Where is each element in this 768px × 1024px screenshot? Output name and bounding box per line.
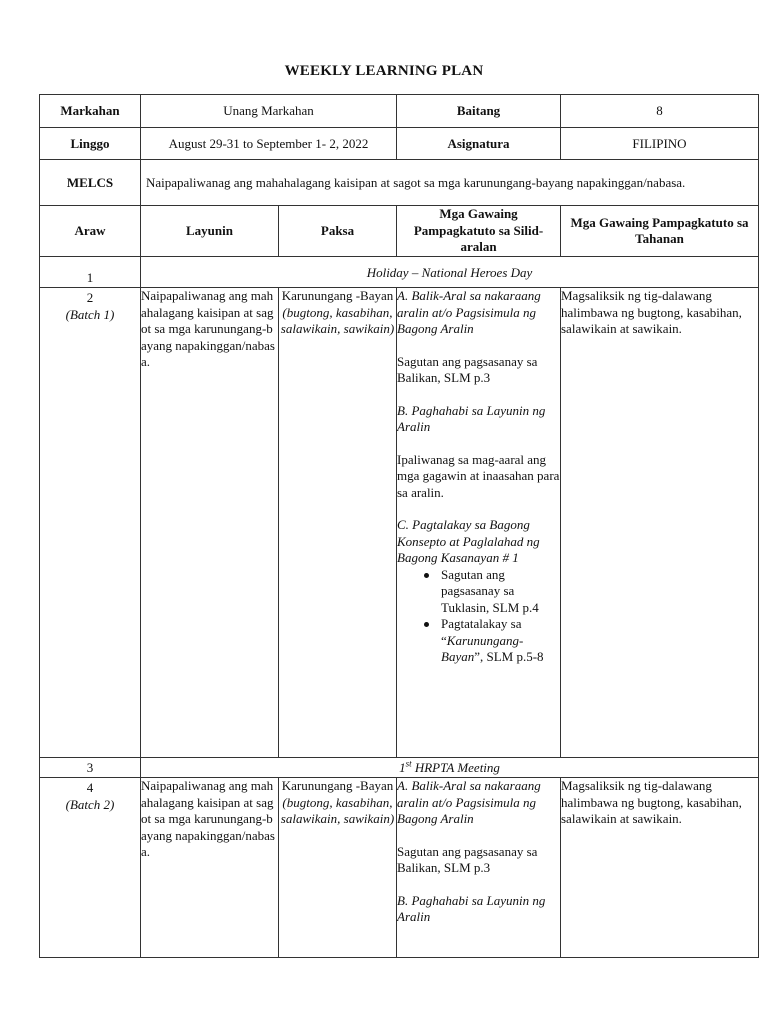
col-araw: Araw: [40, 206, 141, 257]
day2-c-list: [397, 567, 560, 666]
day4-a-heading: A. Balik-Aral sa nakaraang aralin at/o Pagsisimula ng Bagong Aralin: [397, 778, 541, 826]
column-header-row: [40, 206, 759, 257]
day3-row: [40, 758, 759, 778]
col-silid: Mga Gawaing Pampagkatuto sa Silid-aralan: [397, 206, 561, 257]
day1-note: Holiday – National Heroes Day: [141, 257, 759, 288]
day2-c-bullet-1: Sagutan ang pagsasanay sa Tuklasin, SLM p.4: [441, 567, 560, 617]
markahan-value: Unang Markahan: [141, 95, 397, 128]
day2-a-heading: A. Balik-Aral sa nakaraang aralin at/o Pagsisimula ng Bagong Aralin: [397, 288, 541, 336]
day2-b-body: Ipaliwanag sa mag-aaral ang mga gagawin at inaasahan para sa aralin.: [397, 451, 560, 500]
day4-layunin: Naipapaliwanag ang mahahalagang kaisipan at sagot sa mga karunungang-bayang napakinggan/nabasa.: [141, 778, 279, 958]
day2-paksa-main: Karunungang -Bayan: [281, 288, 394, 303]
day4-silid-cell: [397, 778, 561, 958]
document-title: WEEKLY LEARNING PLAN: [284, 63, 484, 79]
day4-batch: (Batch 2): [65, 796, 115, 812]
day3-number: 3: [40, 758, 141, 778]
day4-number: 4: [86, 780, 94, 795]
baitang-label: Baitang: [397, 95, 561, 128]
day2-paksa-sub: (bugtong, kasabihan, salawikain, sawikain): [280, 304, 395, 336]
asignatura-label: Asignatura: [397, 128, 561, 160]
col-layunin: Layunin: [141, 206, 279, 257]
asignatura-value: FILIPINO: [561, 128, 759, 160]
day4-paksa-main: Karunungang -Bayan: [281, 778, 394, 793]
day4-a-body: Sagutan ang pagsasanay sa Balikan, SLM p.3: [397, 843, 538, 875]
day2-row: [40, 288, 759, 758]
day2-silid-cell: [397, 288, 561, 758]
day4-paksa-sub: (bugtong, kasabihan, salawikain, sawikain): [280, 794, 395, 826]
linggo-value: August 29-31 to September 1- 2, 2022: [141, 128, 397, 160]
day2-paksa-cell: [279, 288, 397, 758]
linggo-label: Linggo: [40, 128, 141, 160]
day2-c-bullet-2: Pagtatalakay sa “Karunungang-Bayan”, SLM p.5-8: [441, 616, 560, 666]
day4-tahanan: Magsaliksik ng tig-dalawang halimbawa ng bugtong, kasabihan, salawikain at sawikain.: [561, 778, 759, 958]
day2-number: 2: [86, 290, 94, 305]
day2-c-heading: C. Pagtalakay sa Bagong Konsepto at Paglalahad ng Bagong Kasanayan # 1: [397, 517, 540, 565]
day2-batch: (Batch 1): [65, 306, 115, 322]
day4-row: [40, 778, 759, 958]
day3-note: 1st HRPTA Meeting: [141, 758, 759, 778]
day2-a-body: Sagutan ang pagsasanay sa Balikan, SLM p.3: [397, 353, 538, 385]
melcs-label: MELCS: [40, 160, 141, 206]
day2-tahanan: Magsaliksik ng tig-dalawang halimbawa ng bugtong, kasabihan, salawikain at sawikain.: [561, 288, 759, 758]
baitang-value: 8: [561, 95, 759, 128]
markahan-label: Markahan: [40, 95, 141, 128]
day2-b-heading: B. Paghahabi sa Layunin ng Aralin: [397, 402, 546, 434]
day4-b-heading: B. Paghahabi sa Layunin ng Aralin: [397, 892, 546, 924]
header-table: [39, 94, 759, 206]
day2-araw-cell: [40, 288, 141, 758]
day4-paksa-cell: [279, 778, 397, 958]
melcs-value: Naipapaliwanag ang mahahalagang kaisipan at sagot sa mga karunungang-bayang napakinggan/nabasa.: [141, 160, 759, 206]
day1-number: 1: [40, 257, 141, 288]
col-tahanan: Mga Gawaing Pampagkatuto sa Tahanan: [561, 206, 759, 257]
plan-table: [39, 205, 759, 958]
day4-araw-cell: [40, 778, 141, 958]
day1-row: [40, 257, 759, 288]
col-paksa: Paksa: [279, 206, 397, 257]
day2-layunin: Naipapaliwanag ang mahahalagang kaisipan at sagot sa mga karunungang-bayang napakinggan/nabasa.: [141, 288, 279, 758]
